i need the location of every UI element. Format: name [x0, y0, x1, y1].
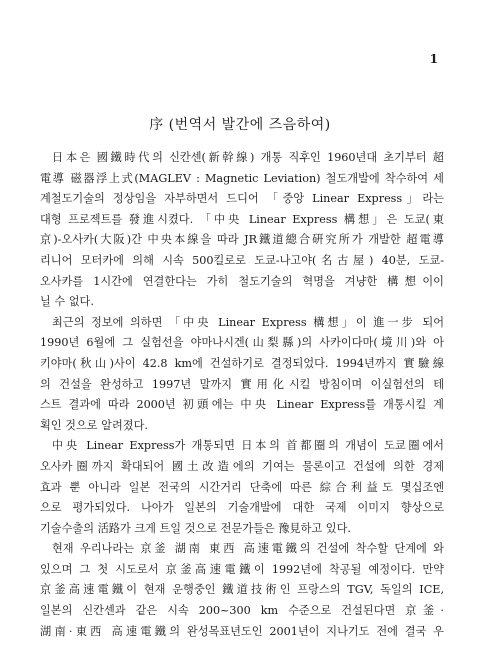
text-line: 日本은 國鐵時代의 신칸센(新幹線) 개통 직후인 1960년대 초기부터 超 [52, 151, 444, 164]
text-line: 오사카圈까지 확대되어 國土改造에의 기여는 물론이고 건설에 의한 경제 [40, 459, 444, 473]
text-line: 최근의 정보에 의하면 「中央 Linear Express 構想」이 進一步 되어 [52, 315, 444, 329]
text-line: 湖南·東西 高速電鐵의 완성목표년도인 2001년이 지나기도 전에 결국 우 [40, 624, 444, 638]
text-line: 현재 우리나라는 京釜 湖南 東西 高速電鐵의 건설에 착수할 단계에 와 [52, 542, 444, 556]
text-line: 오사카를 1시간에 연결한다는 가히 철도기술의 혁명을 겨냥한 構想이이 [40, 274, 444, 288]
text-line: 있으며 그 첫 시도로서 京釜高速電鐵이 1992년에 착공될 예정이다. 만약 [40, 562, 444, 576]
text-line: 京)-오사카(大阪)간 中央本線을 따라 JR鐵道總合硏究所가 개발한 超電導 [40, 233, 444, 247]
page-title: 序 (번역서 발간에 즈음하여) [149, 117, 331, 133]
text-line: 中央 Linear Express가 개통되면 日本의 首都圈의 개념이 도쿄圈에서 [52, 439, 444, 453]
text-line: 의 건설을 완성하고 1997년 말까지 實用化시킬 방침이며 이실험선의 테 [40, 377, 444, 391]
page-number: 1 [429, 52, 438, 66]
body-text [40, 148, 444, 642]
text-line: 대형 프로젝트를 發進시켰다. 「中央 Linear Express 構想」은 도쿄(東 [40, 212, 444, 226]
text-line: 으로 평가되었다. 나아가 일본의 기술개발에 대한 국제 이미지 향상으로 [40, 501, 444, 515]
text-line: 일본의 신칸센과 같은 시속 200~300 km 수준으로 건설된다면 京釜· [40, 604, 444, 618]
text-line: 획인 것으로 알려졌다. [40, 418, 148, 432]
text-line: 리니어 모터카에 의해 시속 500킬로로 도쿄-나고야(名古屋) 40분, 도쿄- [40, 253, 444, 267]
text-line: 京釜高速電鐵이 현재 운행중인 鐵道技術인 프랑스의 TGV, 독일의 ICE, [40, 583, 444, 597]
text-line: 계철도기술의 정상임을 자부하면서 드디어 「중앙 Linear Express」라는 [40, 192, 444, 206]
text-line: 닐 수 없다. [40, 295, 94, 309]
text-line: 키야마(秋山)사이 42.8 km에 건설하기로 결정되었다. 1994년까지 實驗線 [40, 356, 444, 370]
text-line: 기술수출의 活路가 크게 트일 것으로 전문가들은 豫見하고 있다. [40, 521, 351, 535]
text-line: 스트 결과에 따라 2000년 初頭에는 中央 Linear Express를 개통시킬 계 [40, 398, 444, 412]
text-line: 1990년 6월에 그 실험선을 야마나시겐(山梨縣)의 사카이다마(境川)와 아 [40, 336, 444, 350]
text-line: 효과 뿐 아니라 일본 전국의 시간거리 단축에 따른 綜合利益도 몇십조엔 [40, 480, 444, 494]
text-line: 電導 磁器浮上式(MAGLEV : Magnetic Leviation) 철도개발에 착수하여 세 [40, 171, 444, 185]
